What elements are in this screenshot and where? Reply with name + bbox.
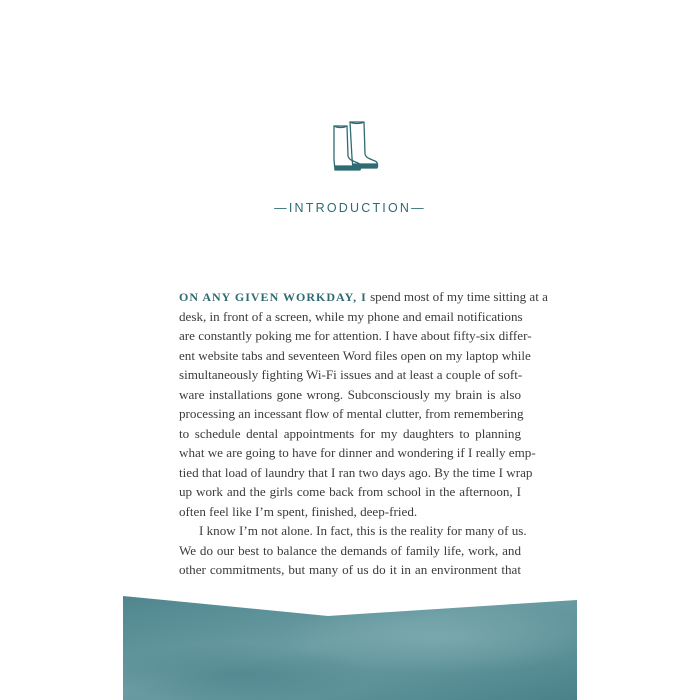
text-line: up work and the girls come back from school in the afternoon, I <box>179 484 521 499</box>
text-line: simultaneously fighting Wi-Fi issues and at least a couple of soft- <box>179 367 523 382</box>
text-line: We do our best to balance the demands of family life, work, and <box>179 542 521 558</box>
text-line: what we are going to have for dinner and wondering if I really emp- <box>179 445 536 460</box>
text-line: ware installations gone wrong. Subconsciously my brain is also <box>179 386 521 402</box>
text-line-rest: spend most of my time sitting at a <box>366 289 548 304</box>
watercolor-band <box>123 590 577 700</box>
text-line: I know I’m not alone. In fact, this is the reality for many of us. <box>199 523 527 538</box>
text-line: ent website tabs and seventeen Word files open on my laptop while <box>179 347 531 363</box>
text-line: desk, in front of a screen, while my phone and email notifications <box>179 308 523 324</box>
rain-boots-icon <box>320 118 380 174</box>
text-line <box>179 287 548 307</box>
text-line: processing an incessant flow of mental clutter, from remembering <box>179 406 524 421</box>
lead-in-small-caps: ON ANY GIVEN WORKDAY, I <box>179 290 367 304</box>
chapter-heading: —INTRODUCTION— <box>274 201 426 215</box>
text-line: are constantly poking me for attention. I have about fifty-six differ- <box>179 328 532 343</box>
text-line: tied that load of laundry that I ran two days ago. By the time I wrap <box>179 464 533 480</box>
text-line: often feel like I’m spent, finished, deep-fried. <box>179 503 418 519</box>
text-line: to schedule dental appointments for my daughters to planning <box>179 425 521 441</box>
text-line: other commitments, but many of us do it in an environment that <box>179 562 521 577</box>
body-text <box>179 287 548 580</box>
